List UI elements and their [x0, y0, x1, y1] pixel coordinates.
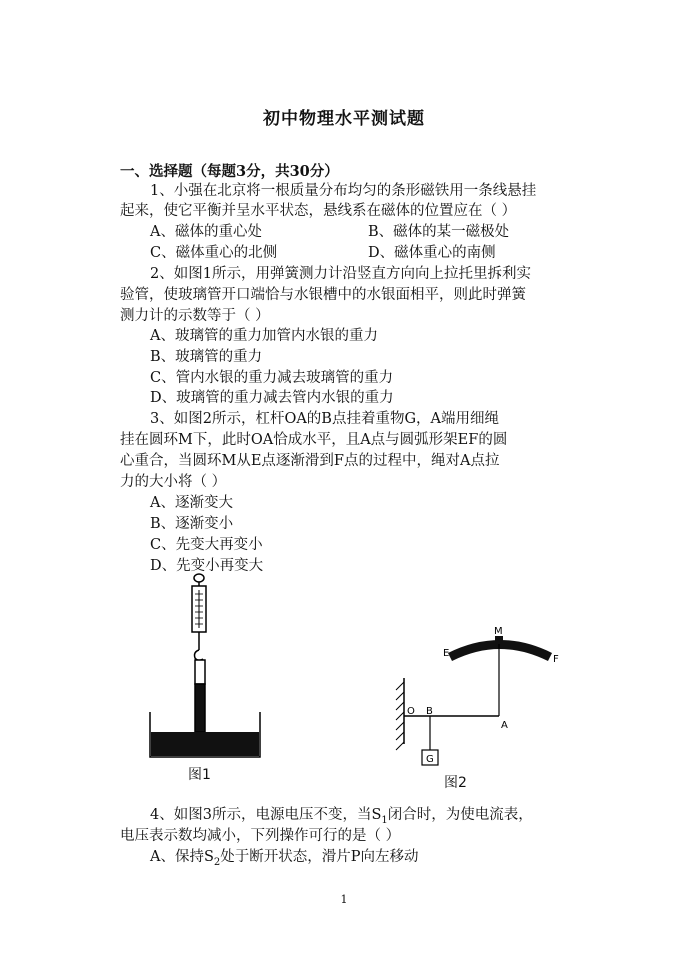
- page-number: 1: [340, 893, 348, 906]
- label-b: B: [426, 706, 433, 717]
- figure-2-caption: 图2: [444, 775, 467, 791]
- figure-1-caption: 图1: [188, 767, 211, 783]
- section-heading: 一、选择题（每题3分，共30分）: [120, 163, 339, 180]
- spring-ring-icon: [194, 574, 204, 582]
- label-g: G: [426, 754, 434, 765]
- q3-option-b: B、逐渐变小: [150, 516, 234, 532]
- figure-2-lever-diagram: [390, 622, 580, 772]
- label-o: O: [407, 706, 415, 717]
- q3-option-d: D、先变小再变大: [150, 558, 264, 574]
- q3-option-a: A、逐渐变大: [150, 495, 233, 511]
- q4-line2: 电压表示数均减小，下列操作可行的是（ ）: [120, 828, 401, 844]
- arc-ef: [450, 645, 550, 658]
- glass-tube-mercury: [195, 684, 205, 732]
- q2-line1: 2、如图1所示，用弹簧测力计沿竖直方向向上拉托里拆利实: [150, 266, 531, 282]
- q3-line2: 挂在圆环M下，此时OA恰成水平，且A点与圆弧形架EF的圆: [120, 432, 508, 448]
- q1-line1: 1、小强在北京将一根质量分布均匀的条形磁铁用一条线悬挂: [150, 183, 537, 199]
- label-f: F: [553, 654, 559, 665]
- q1-option-a: A、磁体的重心处: [150, 224, 262, 240]
- q2-line3: 测力计的示数等于（ ）: [120, 308, 270, 324]
- figure-1-torricelli-diagram: [140, 572, 270, 762]
- q1-option-c: C、磁体重心的北侧: [150, 245, 278, 261]
- label-e: E: [443, 648, 450, 659]
- q2-line2: 验管，使玻璃管开口端恰与水银槽中的水银面相平，则此时弹簧: [120, 287, 526, 303]
- q2-option-c: C、管内水银的重力减去玻璃管的重力: [150, 370, 394, 386]
- q2-option-a: A、玻璃管的重力加管内水银的重力: [150, 328, 378, 344]
- q3-line1: 3、如图2所示，杠杆OA的B点挂着重物G，A端用细绳: [150, 411, 500, 427]
- label-a: A: [501, 720, 508, 731]
- q3-line4: 力的大小将（ ）: [120, 474, 227, 490]
- q1-line2: 起来，使它平衡并呈水平状态，悬线系在磁体的位置应在（ ）: [120, 203, 517, 219]
- label-m: M: [494, 626, 503, 637]
- mercury-level: [151, 732, 259, 756]
- q2-option-d: D、玻璃管的重力减去管内水银的重力: [150, 390, 394, 406]
- glass-tube-empty: [195, 660, 205, 684]
- q4-line1: 4、如图3所示，电源电压不变，当$S_1$闭合时，为使电流表，: [150, 807, 533, 826]
- q4-option-a: A、保持$S_2$处于断开状态，滑片P向左移动: [150, 849, 419, 868]
- hook-icon: [195, 650, 204, 660]
- q3-line3: 心重合，当圆环M从E点逐渐滑到F点的过程中，绳对A点拉: [120, 453, 500, 469]
- page-title: 初中物理水平测试题: [263, 109, 425, 129]
- q2-option-b: B、玻璃管的重力: [150, 349, 263, 365]
- q1-option-b: B、磁体的某一磁极处: [368, 224, 510, 240]
- q3-option-c: C、先变大再变小: [150, 537, 263, 553]
- q1-option-d: D、磁体重心的南侧: [368, 245, 496, 261]
